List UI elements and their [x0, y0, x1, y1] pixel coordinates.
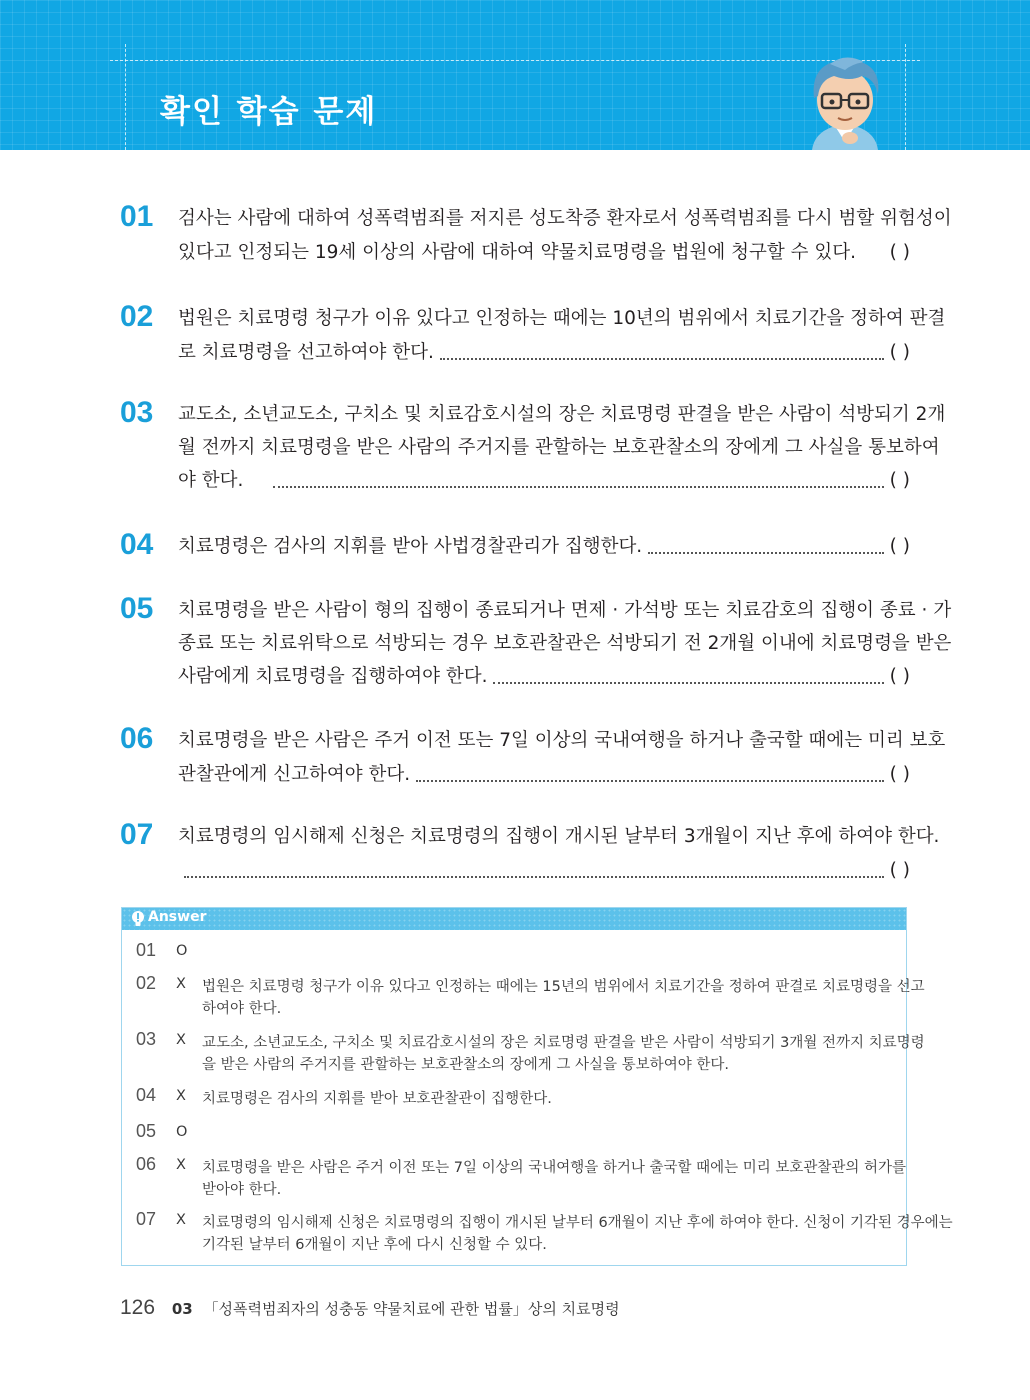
answer-blank[interactable]: ( ) [889, 242, 910, 263]
answer-blank[interactable]: ( ) [889, 764, 910, 785]
answer-blank[interactable]: ( ) [889, 536, 910, 557]
answer-blank[interactable]: ( ) [889, 470, 910, 491]
answer-explanation: 치료명령을 받은 사람은 주거 이전 또는 7일 이상의 국내여행을 하거나 출국할 때에는 미리 보호관찰관의 허가를 받아야 한다. [202, 1160, 907, 1198]
answer-explanation: 교도소, 소년교도소, 구치소 및 치료감호시설의 장은 치료명령 판결을 받은 사람이 석방되기 3개월 전까지 치료명령 을 받은 사람의 주거지를 관할하는 보호관찰소의 장에게 그 사실을 통보하여야 한다. [202, 1035, 925, 1073]
question-text: 검사는 사람에 대하여 성폭력범죄를 저지른 성도착증 환자로서 성폭력범죄를 다시 범할 위험성이 [178, 208, 952, 229]
question-text: 치료명령의 임시해제 신청은 치료명령의 집행이 개시된 날부터 3개월이 지난 후에 하여야 한다. [178, 826, 940, 847]
answer-explanation: 치료명령은 검사의 지휘를 받아 보호관찰관이 집행한다. [202, 1091, 552, 1107]
leader-dots [440, 358, 884, 360]
answer-number: 03 [136, 1029, 157, 1049]
answer-mark: O [176, 1124, 188, 1140]
question-text: 법원은 치료명령 청구가 이유 있다고 인정하는 때에는 10년의 범위에서 치료기간을 정하여 판결 [178, 308, 946, 329]
answer-header [122, 908, 906, 930]
banner-divider [125, 44, 126, 150]
answer-number: 07 [136, 1209, 157, 1229]
answer-label: Answer [148, 909, 207, 925]
question-text: 치료명령은 검사의 지휘를 받아 사법경찰관리가 집행한다. [178, 536, 643, 557]
answer-number: 01 [136, 940, 157, 960]
question-text: 관찰관에게 신고하여야 한다. [178, 764, 411, 785]
answer-number: 02 [136, 973, 157, 993]
answer-mark: X [176, 1212, 186, 1228]
answer-blank[interactable]: ( ) [889, 666, 910, 687]
page-title: 확인 학습 문제 [160, 94, 378, 130]
answer-mark: X [176, 976, 186, 992]
page-footer [120, 1296, 620, 1320]
answer-blank[interactable]: ( ) [889, 860, 910, 881]
question-number: 06 [120, 722, 154, 755]
question-number: 05 [120, 592, 154, 625]
answer-box [121, 907, 953, 1266]
question-text: 로 치료명령을 선고하여야 한다. [178, 342, 434, 363]
answer-number: 04 [136, 1085, 157, 1105]
leader-dots [648, 552, 883, 554]
question-text: 사람에게 치료명령을 집행하여야 한다. [178, 666, 488, 687]
question-text: 치료명령을 받은 사람이 형의 집행이 종료되거나 면제 · 가석방 또는 치료감호의 집행이 종료 · 가 [178, 600, 952, 621]
leader-dots [493, 682, 883, 684]
answer-blank[interactable]: ( ) [889, 342, 910, 363]
leader-dots [184, 876, 884, 878]
question-text: 있다고 인정되는 19세 이상의 사람에 대하여 약물치료명령을 법원에 청구할 수 있다. [178, 242, 856, 263]
question-number: 02 [120, 300, 154, 333]
answer-explanation: 법원은 치료명령 청구가 이유 있다고 인정하는 때에는 15년의 범위에서 치료기간을 정하여 판결로 치료명령을 선고 하여야 한다. [202, 979, 925, 1017]
chapter-title: 「성폭력범죄자의 성충동 약물치료에 관한 법률」상의 치료명령 [203, 1300, 620, 1318]
answer-mark: X [176, 1157, 186, 1173]
leader-dots [416, 780, 884, 782]
answer-number: 06 [136, 1154, 157, 1174]
header-banner [0, 0, 1030, 150]
question-text: 교도소, 소년교도소, 구치소 및 치료감호시설의 장은 치료명령 판결을 받은 사람이 석방되기 2개 [178, 404, 946, 425]
question-number: 01 [120, 200, 154, 233]
answer-explanation: 치료명령의 임시해제 신청은 치료명령의 집행이 개시된 날부터 6개월이 지난 후에 하여야 한다. 신청이 기각된 경우에는 기각된 날부터 6개월이 지난 후에 다시 신청할 수 있다. [202, 1215, 953, 1253]
question-text: 치료명령을 받은 사람은 주거 이전 또는 7일 이상의 국내여행을 하거나 출국할 때에는 미리 보호 [178, 730, 946, 751]
leader-dots [273, 486, 883, 488]
question-text: 야 한다. [178, 470, 244, 491]
banner-divider [905, 44, 906, 150]
answer-number: 05 [136, 1121, 157, 1141]
question-number: 07 [120, 818, 154, 851]
question-number: 03 [120, 396, 154, 429]
question-number: 04 [120, 528, 154, 561]
question-text: 종료 또는 치료위탁으로 석방되는 경우 보호관찰관은 석방되기 전 2개월 이내에 치료명령을 받은 [178, 633, 952, 654]
answer-mark: O [176, 943, 188, 959]
chapter-number: 03 [171, 1300, 193, 1318]
page-number: 126 [120, 1296, 156, 1319]
answer-mark: X [176, 1032, 186, 1048]
question-text: 월 전까지 치료명령을 받은 사람의 주거지를 관할하는 보호관찰소의 장에게 그 사실을 통보하여 [178, 437, 940, 458]
answer-mark: X [176, 1088, 186, 1104]
mascot-icon [790, 52, 900, 150]
lightbulb-icon [130, 910, 146, 928]
